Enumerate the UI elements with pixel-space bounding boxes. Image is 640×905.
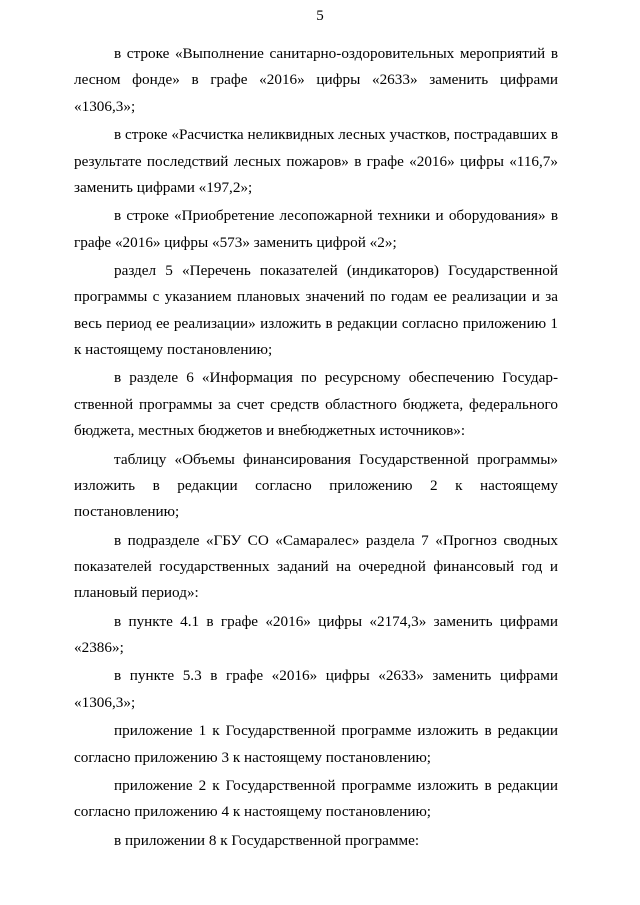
paragraph: в разделе 6 «Информация по ресурсному обеспечению Государственной программы за счет средств областного бюджета, федерального бюджета, местных бюджетов и внебюджетных источников»: [74,369,558,440]
paragraph: в строке «Приобретение лесопожарной техники и оборудования» в графе «2016» цифры «573» заменить цифрой «2»; [74,207,558,251]
paragraph: таблицу «Объемы финансирования Государственной программы» изложить в редакции согласно приложению 2 к настоящему постановлению; [74,450,558,521]
paragraph: в приложении 8 к Государственной программе: [114,831,420,849]
paragraph: в строке «Выполнение санитарно-оздоровительных мероприятий в лесном фонде» в графе «2016» цифры «2633» заменить цифрами «1306,3»; [74,45,558,115]
paragraph: приложение 1 к Государственной программе изложить в редакции согласно приложению 3 к настоящему постановлению; [74,722,558,766]
document-body [74,41,558,856]
paragraph: в пункте 4.1 в графе «2016» цифры «2174,3» заменить цифрами «2386»; [74,612,558,657]
paragraph: в пункте 5.3 в графе «2016» цифры «2633» заменить цифрами «1306,3»; [74,667,558,711]
paragraph: в подразделе «ГБУ СО «Самаралес» раздела 7 «Прогноз сводных показателей государственных заданий на очередной финансовый год и плановый период»: [74,531,558,602]
paragraph: раздел 5 «Перечень показателей (индикаторов) Государственной программы с указанием плановых значений по годам ее реализации и за весь период ее реализации» изложить в редакции согласно приложению 1 к настоящему постановлению; [74,261,558,359]
page-number: 5 [316,8,324,24]
paragraph: приложение 2 к Государственной программе изложить в редакции согласно приложению 4 к настоящему постановлению; [74,776,558,821]
paragraph: в строке «Расчистка неликвидных лесных участков, пострадавших в результате последствий лесных пожаров» в графе «2016» цифры «116,7» заменить цифрами «197,2»; [74,126,558,196]
